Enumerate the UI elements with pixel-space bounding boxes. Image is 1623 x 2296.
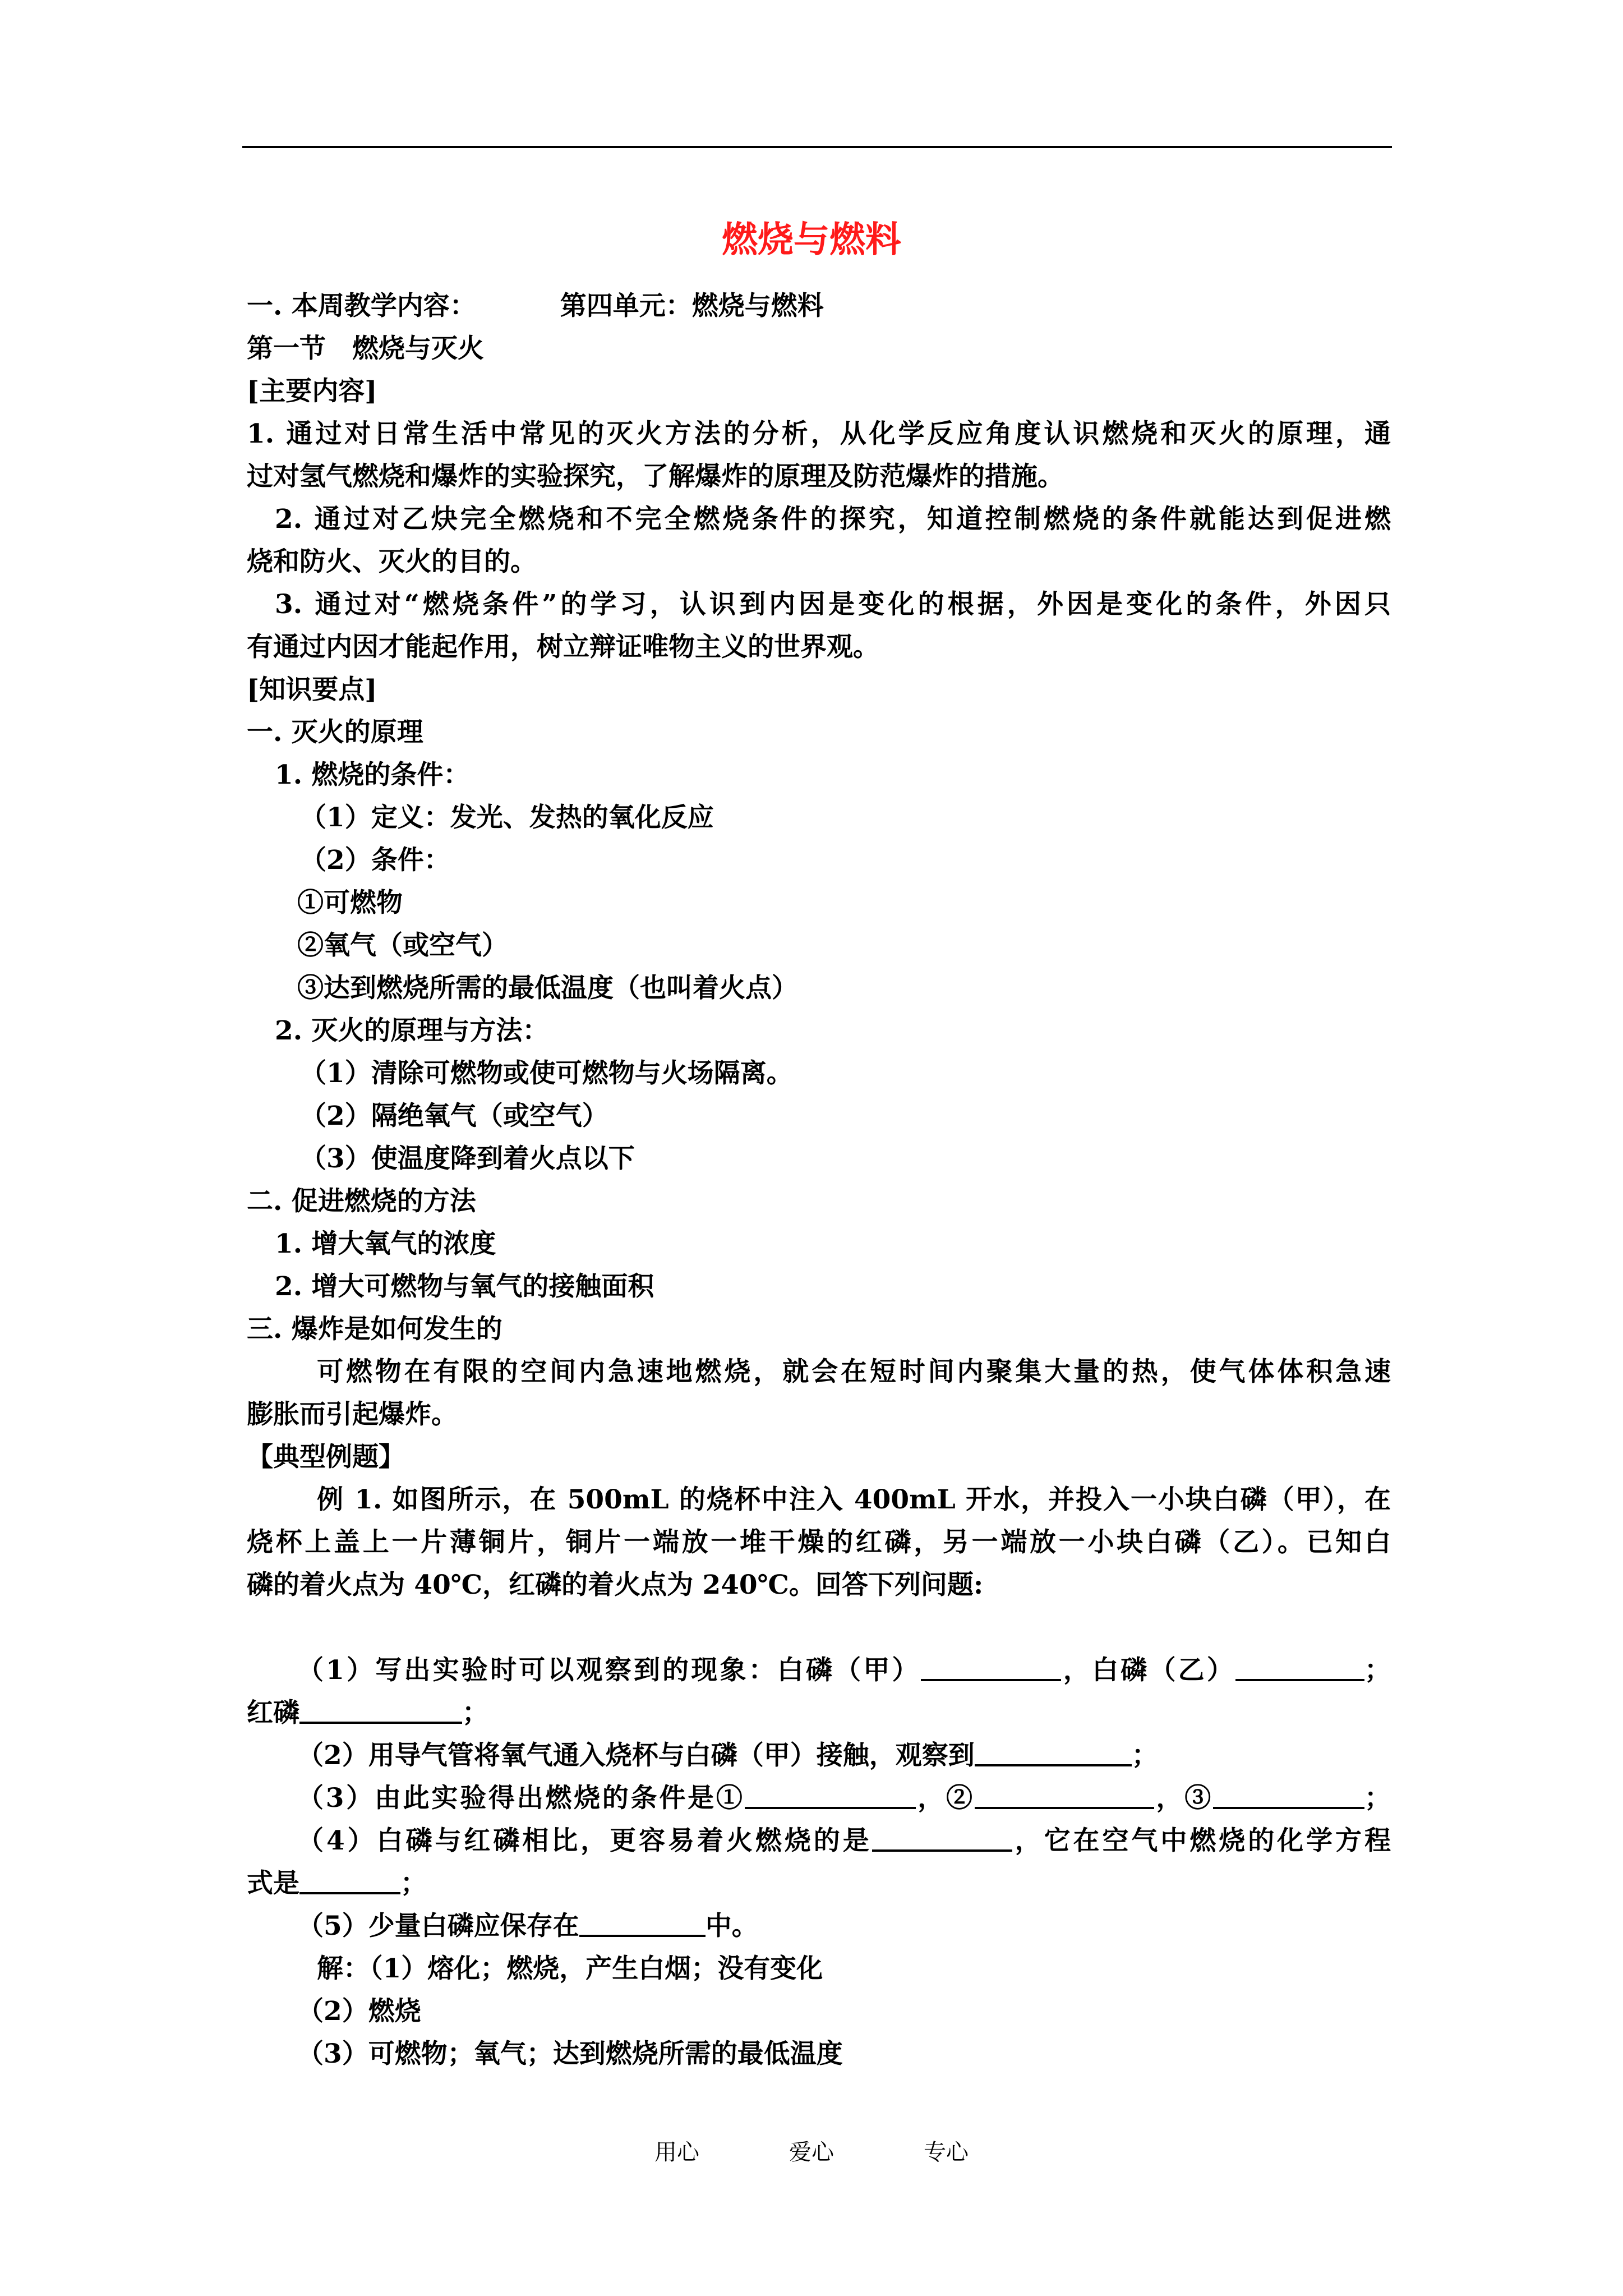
document-body: [247, 285, 1391, 2076]
answer-line: （2）燃烧: [297, 1996, 421, 2027]
answer-line: （3）可燃物；氧气；达到燃烧所需的最低温度: [297, 2039, 843, 2069]
list-item: 1. 燃烧的条件：: [275, 760, 470, 790]
page-footer: [0, 2134, 1623, 2166]
example-line: 例 1. 如图所示，在 500mL 的烧杯中注入 400mL 开水，并投入一小块白磷（甲），在: [317, 1484, 1391, 1515]
answer-blank: [299, 1864, 400, 1894]
answer-blank: [745, 1779, 916, 1809]
list-item: 1. 增大氧气的浓度: [275, 1228, 496, 1259]
paragraph-line: 烧和防火、灭火的目的。: [247, 546, 537, 577]
section-label: [知识要点]: [247, 674, 377, 705]
answer-blank: [299, 1694, 462, 1724]
answer-blank: [975, 1779, 1154, 1809]
question-2: （2）用导气管将氧气通入烧杯与白磷（甲）接触，观察到 ；: [247, 1734, 1391, 1777]
question-4: （4）白磷与红磷相比，更容易着火燃烧的是 ，它在空气中燃烧的化学方程: [247, 1820, 1391, 1862]
answer-blank: [975, 1736, 1132, 1766]
paragraph-line: 3. 通过对“燃烧条件”的学习，认识到内因是变化的根据，外因是变化的条件，外因只: [275, 589, 1391, 620]
question-3: （3）由此实验得出燃烧的条件是① ，② ，③ ；: [247, 1777, 1391, 1820]
paragraph-line: 有通过内因才能起作用，树立辩证唯物主义的世界观。: [247, 632, 879, 662]
list-item: ②氧气（或空气）: [297, 930, 508, 961]
page-title: 燃烧与燃料: [722, 219, 901, 261]
list-item: （2）隔绝氧气（或空气）: [300, 1101, 608, 1131]
list-item: （1）清除可燃物或使可燃物与火场隔离。: [300, 1058, 793, 1089]
question-4-cont: 式是 ；: [247, 1862, 1391, 1905]
answer-blank: [1235, 1651, 1364, 1681]
answer-blank: [872, 1821, 1012, 1852]
paragraph-line: 膨胀而引起爆炸。: [247, 1399, 458, 1430]
paragraph-line: 1. 通过对日常生活中常见的灭火方法的分析，从化学反应角度认识燃烧和灭火的原理，通: [247, 418, 1391, 449]
heading-line: 一. 本周教学内容： 第四单元：燃烧与燃料: [247, 291, 824, 321]
answer-blank: [579, 1907, 706, 1937]
list-item: ③达到燃烧所需的最低温度（也叫着火点）: [297, 973, 798, 1004]
answer-blank: [921, 1651, 1061, 1681]
list-item: 2. 灭火的原理与方法：: [275, 1015, 549, 1046]
list-item: （1）定义：发光、发热的氧化反应: [300, 802, 714, 833]
example-line: 烧杯上盖上一片薄铜片，铜片一端放一堆干燥的红磷，另一端放一小块白磷（乙）。已知白: [247, 1527, 1391, 1558]
section-heading: 三. 爆炸是如何发生的: [247, 1314, 502, 1345]
list-item: （2）条件：: [300, 845, 450, 876]
list-item: 2. 增大可燃物与氧气的接触面积: [275, 1271, 654, 1302]
section-heading: 一. 灭火的原理: [247, 717, 423, 748]
question-5: （5）少量白磷应保存在 中。: [247, 1905, 1391, 1948]
paragraph-line: 过对氢气燃烧和爆炸的实验探究，了解爆炸的原理及防范爆炸的措施。: [247, 461, 1064, 492]
list-item: （3）使温度降到着火点以下: [300, 1143, 635, 1174]
footer-text: 专心: [924, 2139, 969, 2165]
question-1: （1）写出实验时可以观察到的现象：白磷（甲） ，白磷（乙） ；: [247, 1649, 1391, 1692]
footer-text: 爱心: [789, 2139, 834, 2165]
answer-blank: [1213, 1779, 1364, 1809]
footer-text: 用心: [654, 2139, 699, 2165]
question-1-cont: 红磷 ；: [247, 1692, 1391, 1734]
section-label: [主要内容]: [247, 376, 377, 407]
figure-gap: [247, 1607, 1391, 1649]
paragraph-line: 2. 通过对乙炔完全燃烧和不完全燃烧条件的探究，知道控制燃烧的条件就能达到促进燃: [275, 504, 1391, 535]
section-heading: 二. 促进燃烧的方法: [247, 1186, 476, 1217]
answer-line: 解：（1）熔化；燃烧，产生白烟；没有变化: [317, 1953, 823, 1984]
header-rule: [242, 146, 1392, 148]
paragraph-line: 可燃物在有限的空间内急速地燃烧，就会在短时间内聚集大量的热，使气体体积急速: [317, 1356, 1391, 1387]
section-label: 【典型例题】: [247, 1442, 405, 1473]
list-item: ①可燃物: [297, 887, 403, 918]
section-heading: 第一节 燃烧与灭火: [247, 333, 484, 364]
example-line: 磷的着火点为 40℃，红磷的着火点为 240℃。回答下列问题:: [247, 1570, 984, 1600]
